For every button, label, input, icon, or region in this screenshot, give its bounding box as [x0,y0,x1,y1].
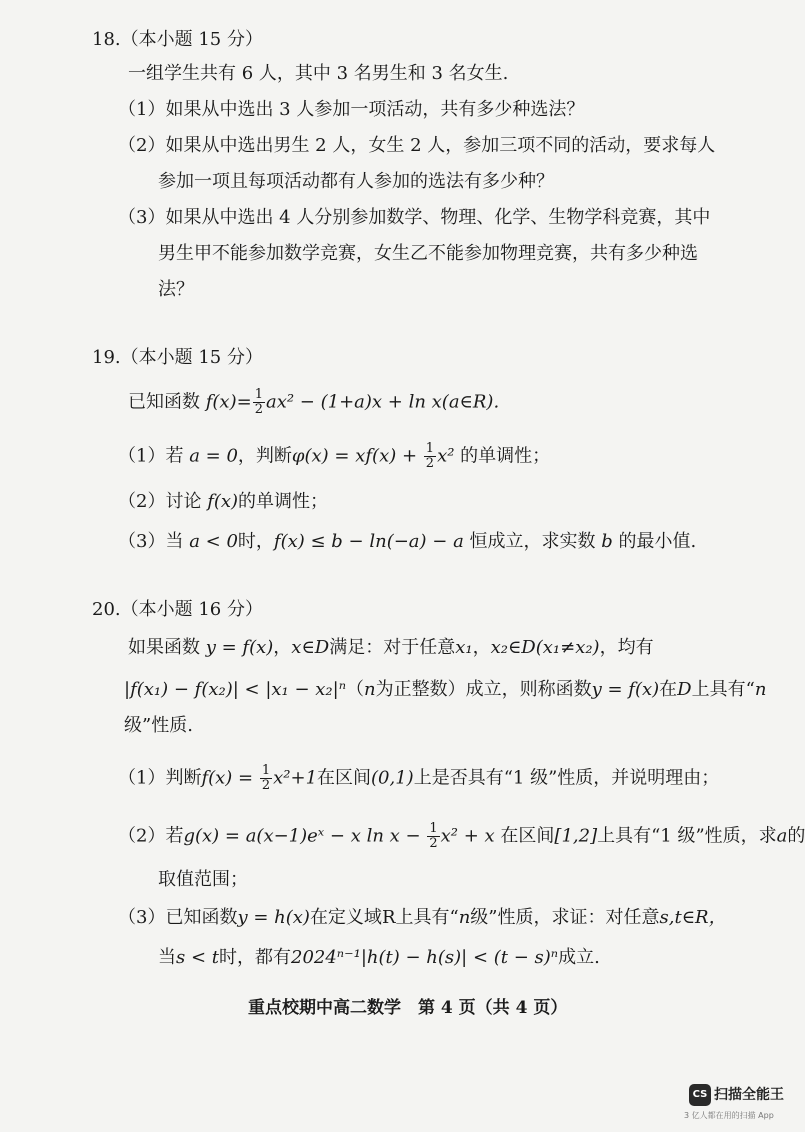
q19-part3: （3）当 a < 0时，f(x) ≤ b − ln(−a) − a 恒成立，求实数 b 的最小值. [118,531,697,552]
q20-part3-line1: （3）已知函数y = h(x)在定义域R上具有“n级”性质，求证：对任意s,t∈R， [118,907,727,928]
fraction-half: $\frac{1}{2}$ [425,441,435,471]
fraction-half: $\frac{1}{2}$ [254,387,263,417]
q20-part3-line2: 当s < t时，都有2024ⁿ⁻¹|h(t) − h(s)| < (t − s)ⁿ成立. [158,947,600,968]
q18-part3-line1: （3）如果从中选出 4 人分别参加数学、物理、化学、生物学科竞赛，其中 [118,207,711,228]
q20-part2-line2: 取值范围； [158,869,248,890]
scanner-brand-name: 扫描全能王 [714,1087,784,1103]
fraction-half: $\frac{1}{2}$ [261,763,271,793]
q20-part2-line1: （2）若g(x) = a(x−1)eˣ − x ln x − $\frac{1}{2}$ x² + x 在区间[1,2]上具有“1 级”性质，求a的 [118,821,805,851]
q19-header: 19.（本小题 15 分） [92,347,263,368]
scanner-tagline: 3 亿人都在用的扫描 App [684,1111,774,1120]
q18-part3-line2: 男生甲不能参加数学竞赛，女生乙不能参加物理竞赛，共有多少种选 [158,243,698,264]
page-footer: 重点校期中高二数学 第 4 页（共 4 页） [248,998,568,1018]
q19-part1: （1）若 a = 0，判断φ(x) = xf(x) + $\frac{1}{2}$ x² 的单调性； [118,441,551,471]
q20-def-line3: 级”性质. [124,715,193,736]
q19-intro-text: 已知函数 [128,391,206,413]
scanner-logo-icon: CS [689,1084,711,1106]
q19-part2: （2）讨论 f(x)的单调性； [118,491,329,512]
q20-header: 20.（本小题 16 分） [92,599,263,620]
q19-f-rhs: ax² − (1+a)x + ln x(a∈R). [265,391,500,413]
q20-def-line1: 如果函数 y = f(x)，x∈D满足：对于任意x₁，x₂∈D(x₁≠x₂)，均有 [128,637,654,658]
q19-intro [128,388,499,417]
fraction-half: $\frac{1}{2}$ [429,821,438,851]
q18-part1: （1）如果从中选出 3 人参加一项活动，共有多少种选法？ [118,99,585,120]
q18-part3-line3: 法？ [158,279,194,300]
q18-header: 18.（本小题 15 分） [92,29,263,50]
q18-part2-line2: 参加一项且每项活动都有人参加的选法有多少种？ [158,171,554,192]
q20-def-line2: |f(x₁) − f(x₂)| < |x₁ − x₂|ⁿ（n为正整数）成立，则称函数y = f(x)在D上具有“n [124,679,767,700]
q18-part2-line1: （2）如果从中选出男生 2 人，女生 2 人，参加三项不同的活动，要求每人 [118,135,716,156]
q18-intro: 一组学生共有 6 人，其中 3 名男生和 3 名女生. [128,63,509,84]
q19-f-lhs: f(x)= [205,391,252,413]
q20-part1: （1）判断f(x) = $\frac{1}{2}$ x²+1在区间(0,1)上是否具有“1 级”性质，并说明理由； [118,763,720,793]
